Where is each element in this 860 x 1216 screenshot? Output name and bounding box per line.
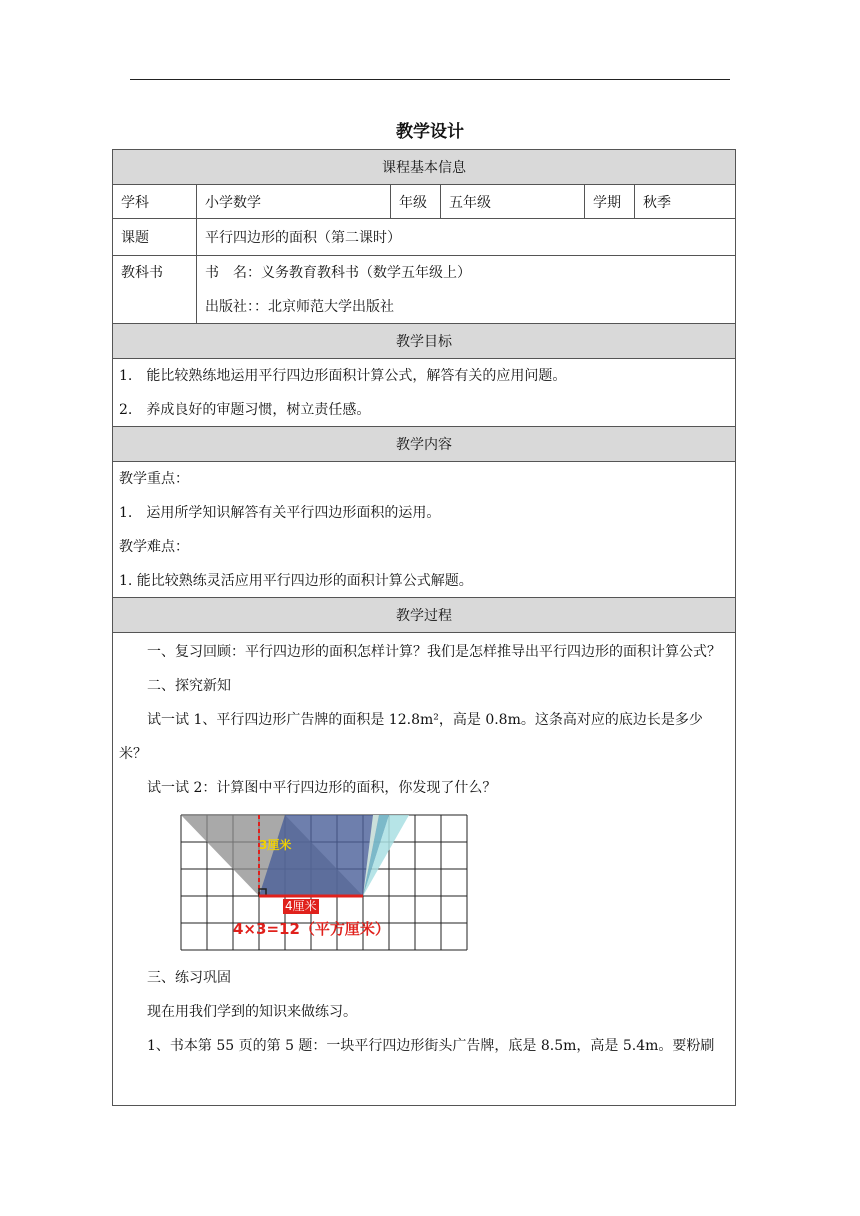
base-label: 4厘米: [285, 899, 317, 913]
parallelogram-figure: [179, 813, 479, 957]
section-goals: [113, 324, 735, 359]
lesson-design-table: [112, 149, 736, 1106]
textbook-title-line: 书 名：义务教育教科书（数学五年级上）: [205, 264, 471, 281]
section-basic-info-label: 课程基本信息: [382, 160, 466, 176]
content-body: [113, 462, 735, 598]
section-basic-info: [113, 150, 735, 185]
info-row-textbook: [113, 256, 735, 324]
explore-heading: 二、探究新知: [147, 678, 231, 694]
key-point-label: 教学重点：: [119, 470, 189, 487]
grade-label: 年级: [391, 185, 441, 218]
info-row-topic: [113, 219, 735, 256]
exercise-one: 1、书本第 55 页的第 5 题：一块平行四边形街头广告牌，底是 8.5m，高是 5.4m。要粉刷: [147, 1038, 715, 1054]
practice-heading: 三、练习巩固: [147, 970, 231, 986]
goal-item: 1. 能比较熟练地运用平行四边形面积计算公式，解答有关的应用问题。: [119, 367, 567, 384]
section-goals-label: 教学目标: [396, 334, 452, 350]
info-row-subject: [113, 185, 735, 219]
section-content: [113, 427, 735, 462]
difficulty-label: 教学难点：: [119, 538, 189, 555]
review-paragraph: 一、复习回顾：平行四边形的面积怎样计算？我们是怎样推导出平行四边形的面积计算公式？: [147, 644, 721, 660]
goals-body: [113, 359, 735, 427]
textbook-value: [197, 256, 735, 323]
subject-value: 小学数学: [197, 185, 391, 218]
term-value: 秋季: [643, 194, 671, 211]
process-body: [113, 633, 735, 1105]
term-label: 学期: [585, 185, 635, 218]
difficulty-item: 1. 能比较熟练灵活应用平行四边形的面积计算公式解题。: [119, 572, 473, 589]
textbook-publisher-line: 出版社：：北京师范大学出版社: [205, 298, 394, 315]
header-rule: [130, 79, 730, 80]
key-point-item: 1. 运用所学知识解答有关平行四边形面积的运用。: [119, 504, 441, 521]
practice-intro: 现在用我们学到的知识来做练习。: [147, 1004, 357, 1020]
area-formula: 4×3=12（平方厘米）: [233, 920, 390, 938]
height-label: 3厘米: [259, 838, 292, 852]
section-process: [113, 598, 735, 633]
topic-value: 平行四边形的面积（第二课时）: [205, 230, 401, 246]
textbook-label: 教科书: [113, 256, 197, 323]
try-one-paragraph: 试一试 1、平行四边形广告牌的面积是 12.8m²，高是 0.8m。这条高对应的底边长是多少米？: [119, 712, 703, 762]
goal-item: 2. 养成良好的审题习惯，树立责任感。: [119, 401, 371, 418]
section-content-label: 教学内容: [396, 437, 452, 453]
topic-label: 课题: [113, 219, 197, 255]
subject-label: 学科: [113, 185, 197, 218]
try-two-paragraph: 试一试 2：计算图中平行四边形的面积，你发现了什么？: [147, 780, 497, 796]
grade-value: 五年级: [441, 185, 585, 218]
section-process-label: 教学过程: [396, 608, 452, 624]
document-title: 教学设计: [396, 122, 464, 142]
